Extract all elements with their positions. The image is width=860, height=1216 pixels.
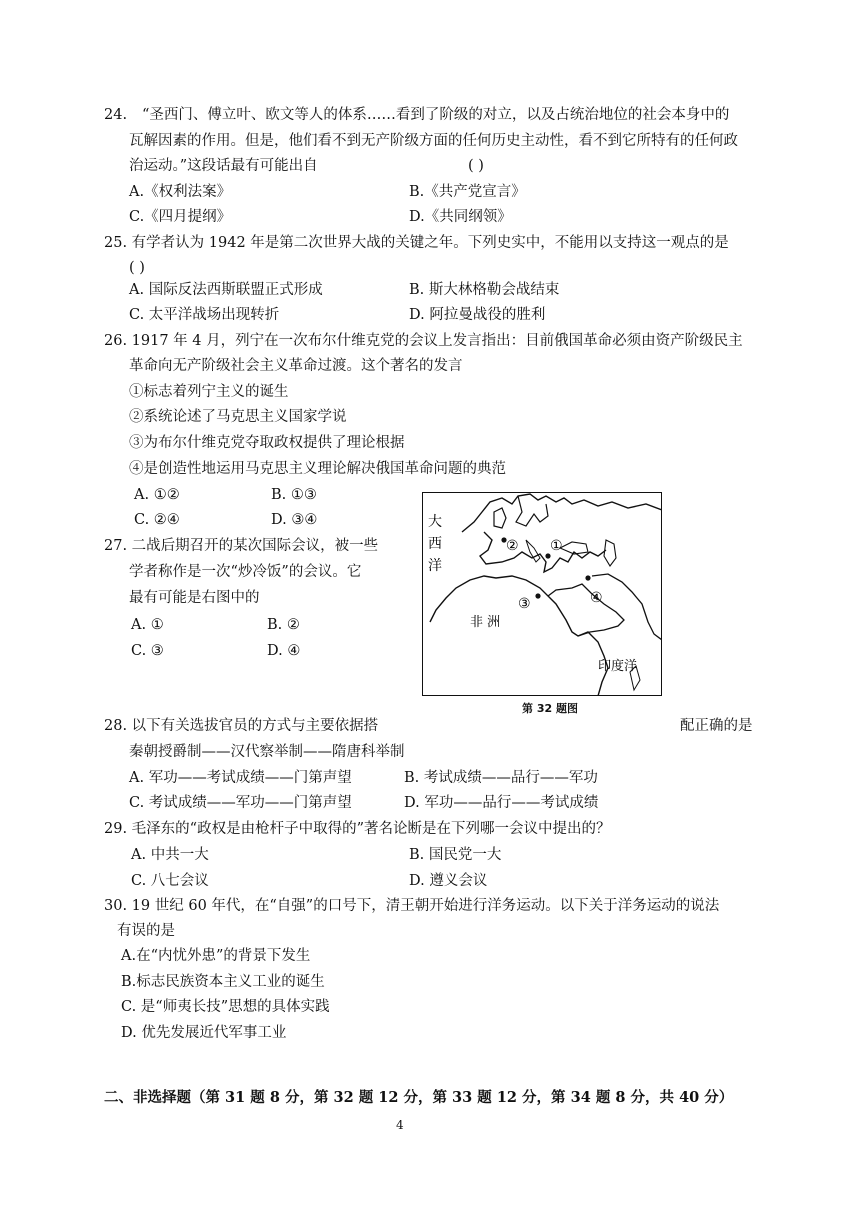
q27-stem-line3: 最有可能是右图中的 (129, 590, 260, 606)
q25-option-d: D. 阿拉曼战役的胜利 (409, 307, 546, 323)
q26-stem-line1: 26. 1917 年 4 月，列宁在一次布尔什维克党的会议上发言指出：目前俄国革命必须由资产阶级民主 (104, 333, 743, 349)
marker-dot-1 (545, 553, 550, 558)
q25-option-b: B. 斯大林格勒会战结束 (409, 282, 560, 298)
q30-stem-line2: 有误的是 (117, 923, 175, 939)
map-marker-3: ③ (518, 596, 531, 612)
q28-option-b: B. 考试成绩——品行——军功 (404, 770, 598, 786)
q30-option-b: B.标志民族资本主义工业的诞生 (121, 974, 325, 990)
map-figure (422, 492, 662, 696)
marker-dot-3 (535, 593, 540, 598)
q27-stem-line2: 学者称作是一次“炒冷饭”的会议。它 (129, 564, 362, 580)
map-label-atlantic-1: 大 (428, 514, 442, 530)
q25-answer-paren: ( ) (129, 260, 145, 276)
q24-option-d: D.《共同纲领》 (409, 209, 512, 225)
q26-statement-1: ①标志着列宁主义的诞生 (129, 384, 289, 400)
q25-option-c: C. 太平洋战场出现转折 (129, 307, 280, 323)
map-marker-4: ④ (590, 590, 603, 606)
q27-option-b: B. ② (267, 617, 300, 633)
q25-option-a: A. 国际反法西斯联盟正式形成 (129, 282, 323, 298)
map-marker-2: ② (506, 538, 519, 554)
q26-statement-4: ④是创造性地运用马克思主义理论解决俄国革命问题的典范 (129, 461, 506, 477)
q29-option-c: C. 八七会议 (131, 873, 209, 889)
q24-stem-line3: 治运动。”这段话最有可能出自 (129, 158, 318, 174)
q26-statement-3: ③为布尔什维克党夺取政权提供了理论根据 (129, 435, 405, 451)
q29-option-d: D. 遵义会议 (409, 873, 488, 889)
q24-option-c: C.《四月提纲》 (129, 209, 232, 225)
q27-stem-line1: 27. 二战后期召开的某次国际会议，被一些 (104, 538, 379, 554)
q29-option-a: A. 中共一大 (131, 847, 209, 863)
map-label-africa: 非 洲 (470, 615, 501, 630)
map-caption: 第 32 题图 (522, 702, 578, 715)
q30-stem-line1: 30. 19 世纪 60 年代，在“自强”的口号下，清王朝开始进行洋务运动。以下关于洋务运动的说法 (104, 898, 720, 914)
q24-number: 24. (104, 107, 128, 123)
q28-option-d: D. 军功——品行——考试成绩 (404, 795, 599, 811)
q27-option-c: C. ③ (131, 643, 164, 659)
q27-option-a: A. ① (131, 617, 164, 633)
q26-statement-2: ②系统论述了马克思主义国家学说 (129, 409, 347, 425)
q28-stem-line1-end: 配正确的是 (680, 718, 753, 734)
q24-option-a: A.《权利法案》 (129, 184, 232, 200)
section-2-heading: 二、非选择题（第 31 题 8 分，第 32 题 12 分，第 33 题 12 分，第 34 题 8 分，共 40 分） (104, 1089, 734, 1106)
q28-stem-line2: 秦朝授爵制——汉代察举制——隋唐科举制 (129, 744, 405, 760)
q26-option-c: C. ②④ (134, 512, 180, 528)
q26-option-d: D. ③④ (271, 512, 318, 528)
q27-option-d: D. ④ (267, 643, 301, 659)
q26-stem-line2: 革命向无产阶级社会主义革命过渡。这个著名的发言 (129, 358, 463, 374)
q28-option-a: A. 军功——考试成绩——门第声望 (129, 770, 352, 786)
q25-stem-line1: 25. 有学者认为 1942 年是第二次世界大战的关键之年。下列史实中，不能用以支持这一观点的是 (104, 235, 729, 251)
q26-option-b: B. ①③ (271, 487, 317, 503)
q30-option-a: A.在“内忧外患”的背景下发生 (121, 948, 311, 964)
map-marker-1: ① (550, 538, 563, 554)
q24-stem-line2: 瓦解因素的作用。但是，他们看不到无产阶级方面的任何历史主动性，看不到它所特有的任何政 (129, 133, 738, 149)
q24-stem-line1: “圣西门、傅立叶、欧文等人的体系……看到了阶级的对立，以及占统治地位的社会本身中的 (142, 107, 730, 123)
map-label-atlantic-3: 洋 (428, 558, 442, 574)
q26-option-a: A. ①② (134, 487, 180, 503)
map-label-atlantic-2: 西 (428, 536, 442, 552)
page-number: 4 (396, 1118, 404, 1132)
q30-option-c: C. 是“师夷长技”思想的具体实践 (121, 999, 330, 1015)
q24-option-b: B.《共产党宣言》 (409, 184, 526, 200)
q29-option-b: B. 国民党一大 (409, 847, 502, 863)
marker-dot-4 (585, 575, 590, 580)
q30-option-d: D. 优先发展近代军事工业 (121, 1025, 287, 1041)
q24-answer-paren: ( ) (468, 158, 484, 174)
q28-stem-line1: 28. 以下有关选拔官员的方式与主要依据搭 (104, 718, 379, 734)
q29-stem-line1: 29. 毛泽东的“政权是由枪杆子中取得的”著名论断是在下列哪一会议中提出的？ (104, 821, 611, 837)
q28-option-c: C. 考试成绩——军功——门第声望 (129, 795, 352, 811)
map-label-indian-ocean: 印度洋 (598, 659, 638, 674)
